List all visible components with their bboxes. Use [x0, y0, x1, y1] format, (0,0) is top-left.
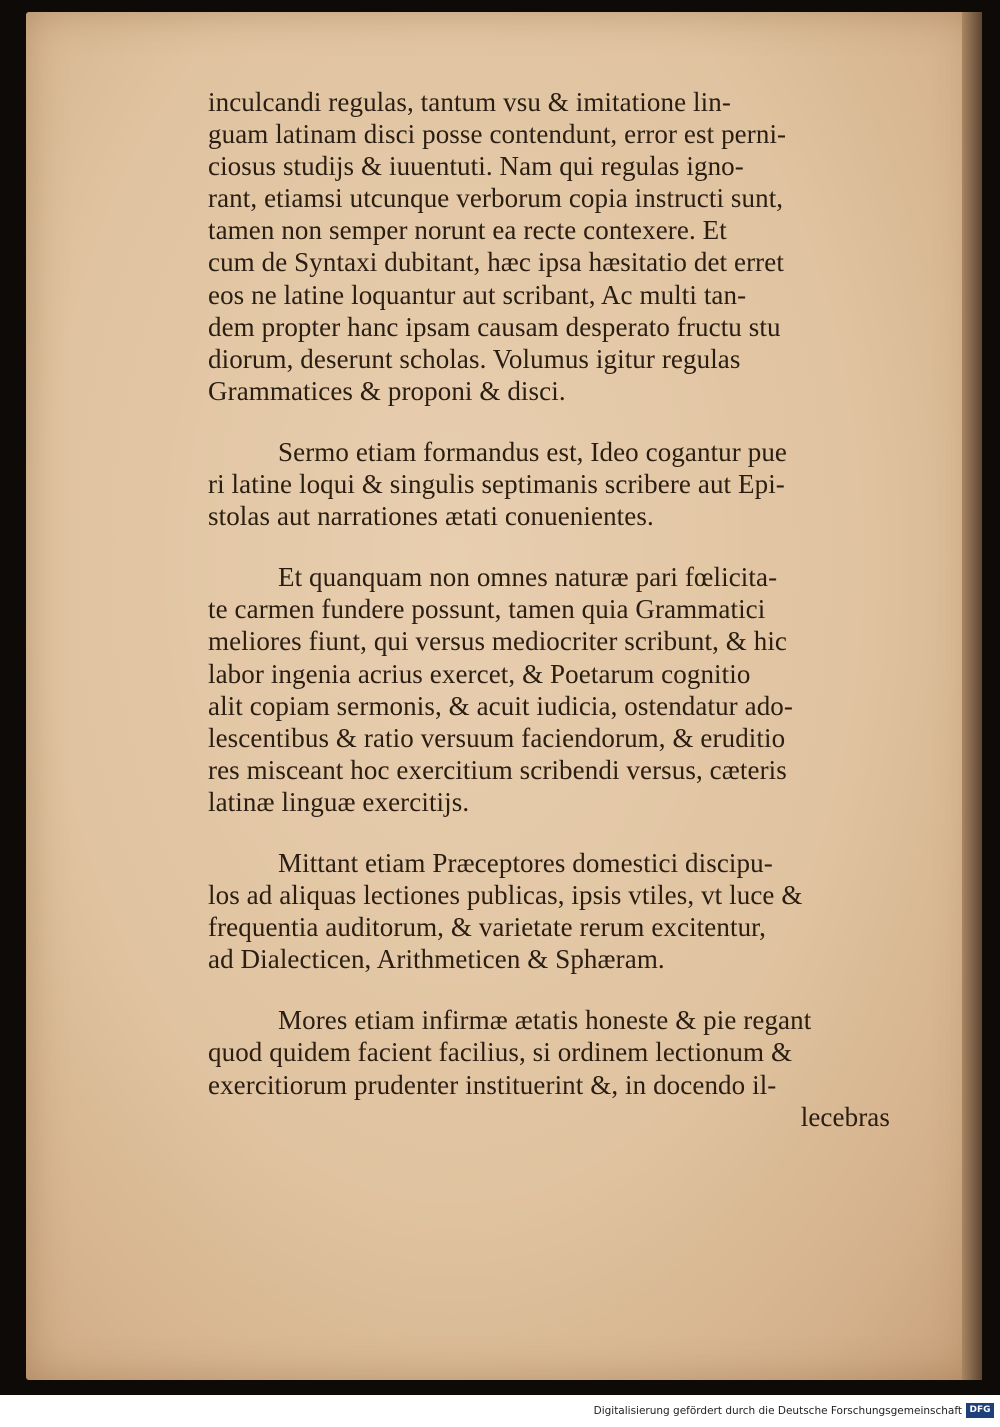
text-line: eos ne latine loquantur aut scribant, Ac multi tan-: [208, 279, 747, 310]
text-line: Mores etiam infirmæ ætatis honeste & pie regant: [278, 1005, 812, 1036]
text-line: rant, etiamsi utcunque verborum copia instructi sunt,: [208, 183, 784, 214]
catchword: lecebras: [800, 1101, 890, 1132]
paragraph-3: [208, 561, 908, 818]
paragraph-gap: [208, 532, 908, 561]
text-line: ri latine loqui & singulis septimanis scribere aut Epi-: [208, 469, 785, 500]
paragraph-gap: [208, 407, 908, 436]
text-line: res misceant hoc exercitium scribendi versus, cæteris: [208, 754, 787, 785]
text-line: alit copiam sermonis, & acuit iudicia, ostendatur ado-: [208, 690, 793, 721]
text-line: Mittant etiam Præceptores domestici discipu-: [278, 847, 773, 878]
text-line: tamen non semper norunt ea recte contexere. Et: [208, 215, 727, 246]
text-line: cum de Syntaxi dubitant, hæc ipsa hæsitatio det erret: [208, 247, 784, 278]
paragraph-gap: [208, 818, 908, 847]
page-text: [208, 86, 908, 1133]
text-line: Grammatices & proponi & disci.: [208, 375, 566, 406]
text-line: te carmen fundere possunt, tamen quia Grammatici: [208, 594, 766, 625]
text-line: diorum, deserunt scholas. Volumus igitur regulas: [208, 343, 741, 374]
text-line: Sermo etiam formandus est, Ideo cogantur pue: [278, 436, 788, 467]
paragraph-5: [208, 1004, 908, 1132]
text-line: frequentia auditorum, & varietate rerum excitentur,: [208, 912, 767, 943]
dfg-logo-icon: DFG: [966, 1403, 994, 1418]
text-line: los ad aliquas lectiones publicas, ipsis vtiles, vt luce &: [208, 880, 803, 911]
text-line: labor ingenia acrius exercet, & Poetarum cognitio: [208, 658, 751, 689]
digitization-footer: [0, 1395, 1000, 1427]
text-line: lescentibus & ratio versuum faciendorum, & eruditio: [208, 722, 786, 753]
paragraph-gap: [208, 975, 908, 1004]
text-line: inculcandi regulas, tantum vsu & imitatione lin-: [208, 87, 731, 117]
text-line: Et quanquam non omnes naturæ pari fœlicita-: [278, 562, 778, 593]
text-line: stolas aut narrationes ætati conuenientes.: [208, 501, 654, 532]
paragraph-4: [208, 847, 908, 975]
text-line: meliores fiunt, qui versus mediocriter scribunt, & hic: [208, 626, 788, 657]
text-line: exercitiorum prudenter instituerint &, in docendo il-: [208, 1069, 777, 1100]
funding-credit: Digitalisierung gefördert durch die Deutsche Forschungsgemeinschaft: [593, 1405, 962, 1417]
text-line: ad Dialecticen, Arithmeticen & Sphæram.: [208, 944, 665, 975]
text-line: latinæ linguæ exercitijs.: [208, 786, 470, 817]
text-line: guam latinam disci posse contendunt, error est perni-: [208, 119, 787, 150]
page-edge: [962, 12, 982, 1380]
text-line: ciosus studijs & iuuentuti. Nam qui regulas igno-: [208, 151, 744, 182]
paragraph-2: [208, 436, 908, 532]
paragraph-1: [208, 86, 908, 407]
text-line: quod quidem facient facilius, si ordinem lectionum &: [208, 1037, 793, 1068]
text-line: dem propter hanc ipsam causam desperato fructu stu: [208, 311, 781, 342]
